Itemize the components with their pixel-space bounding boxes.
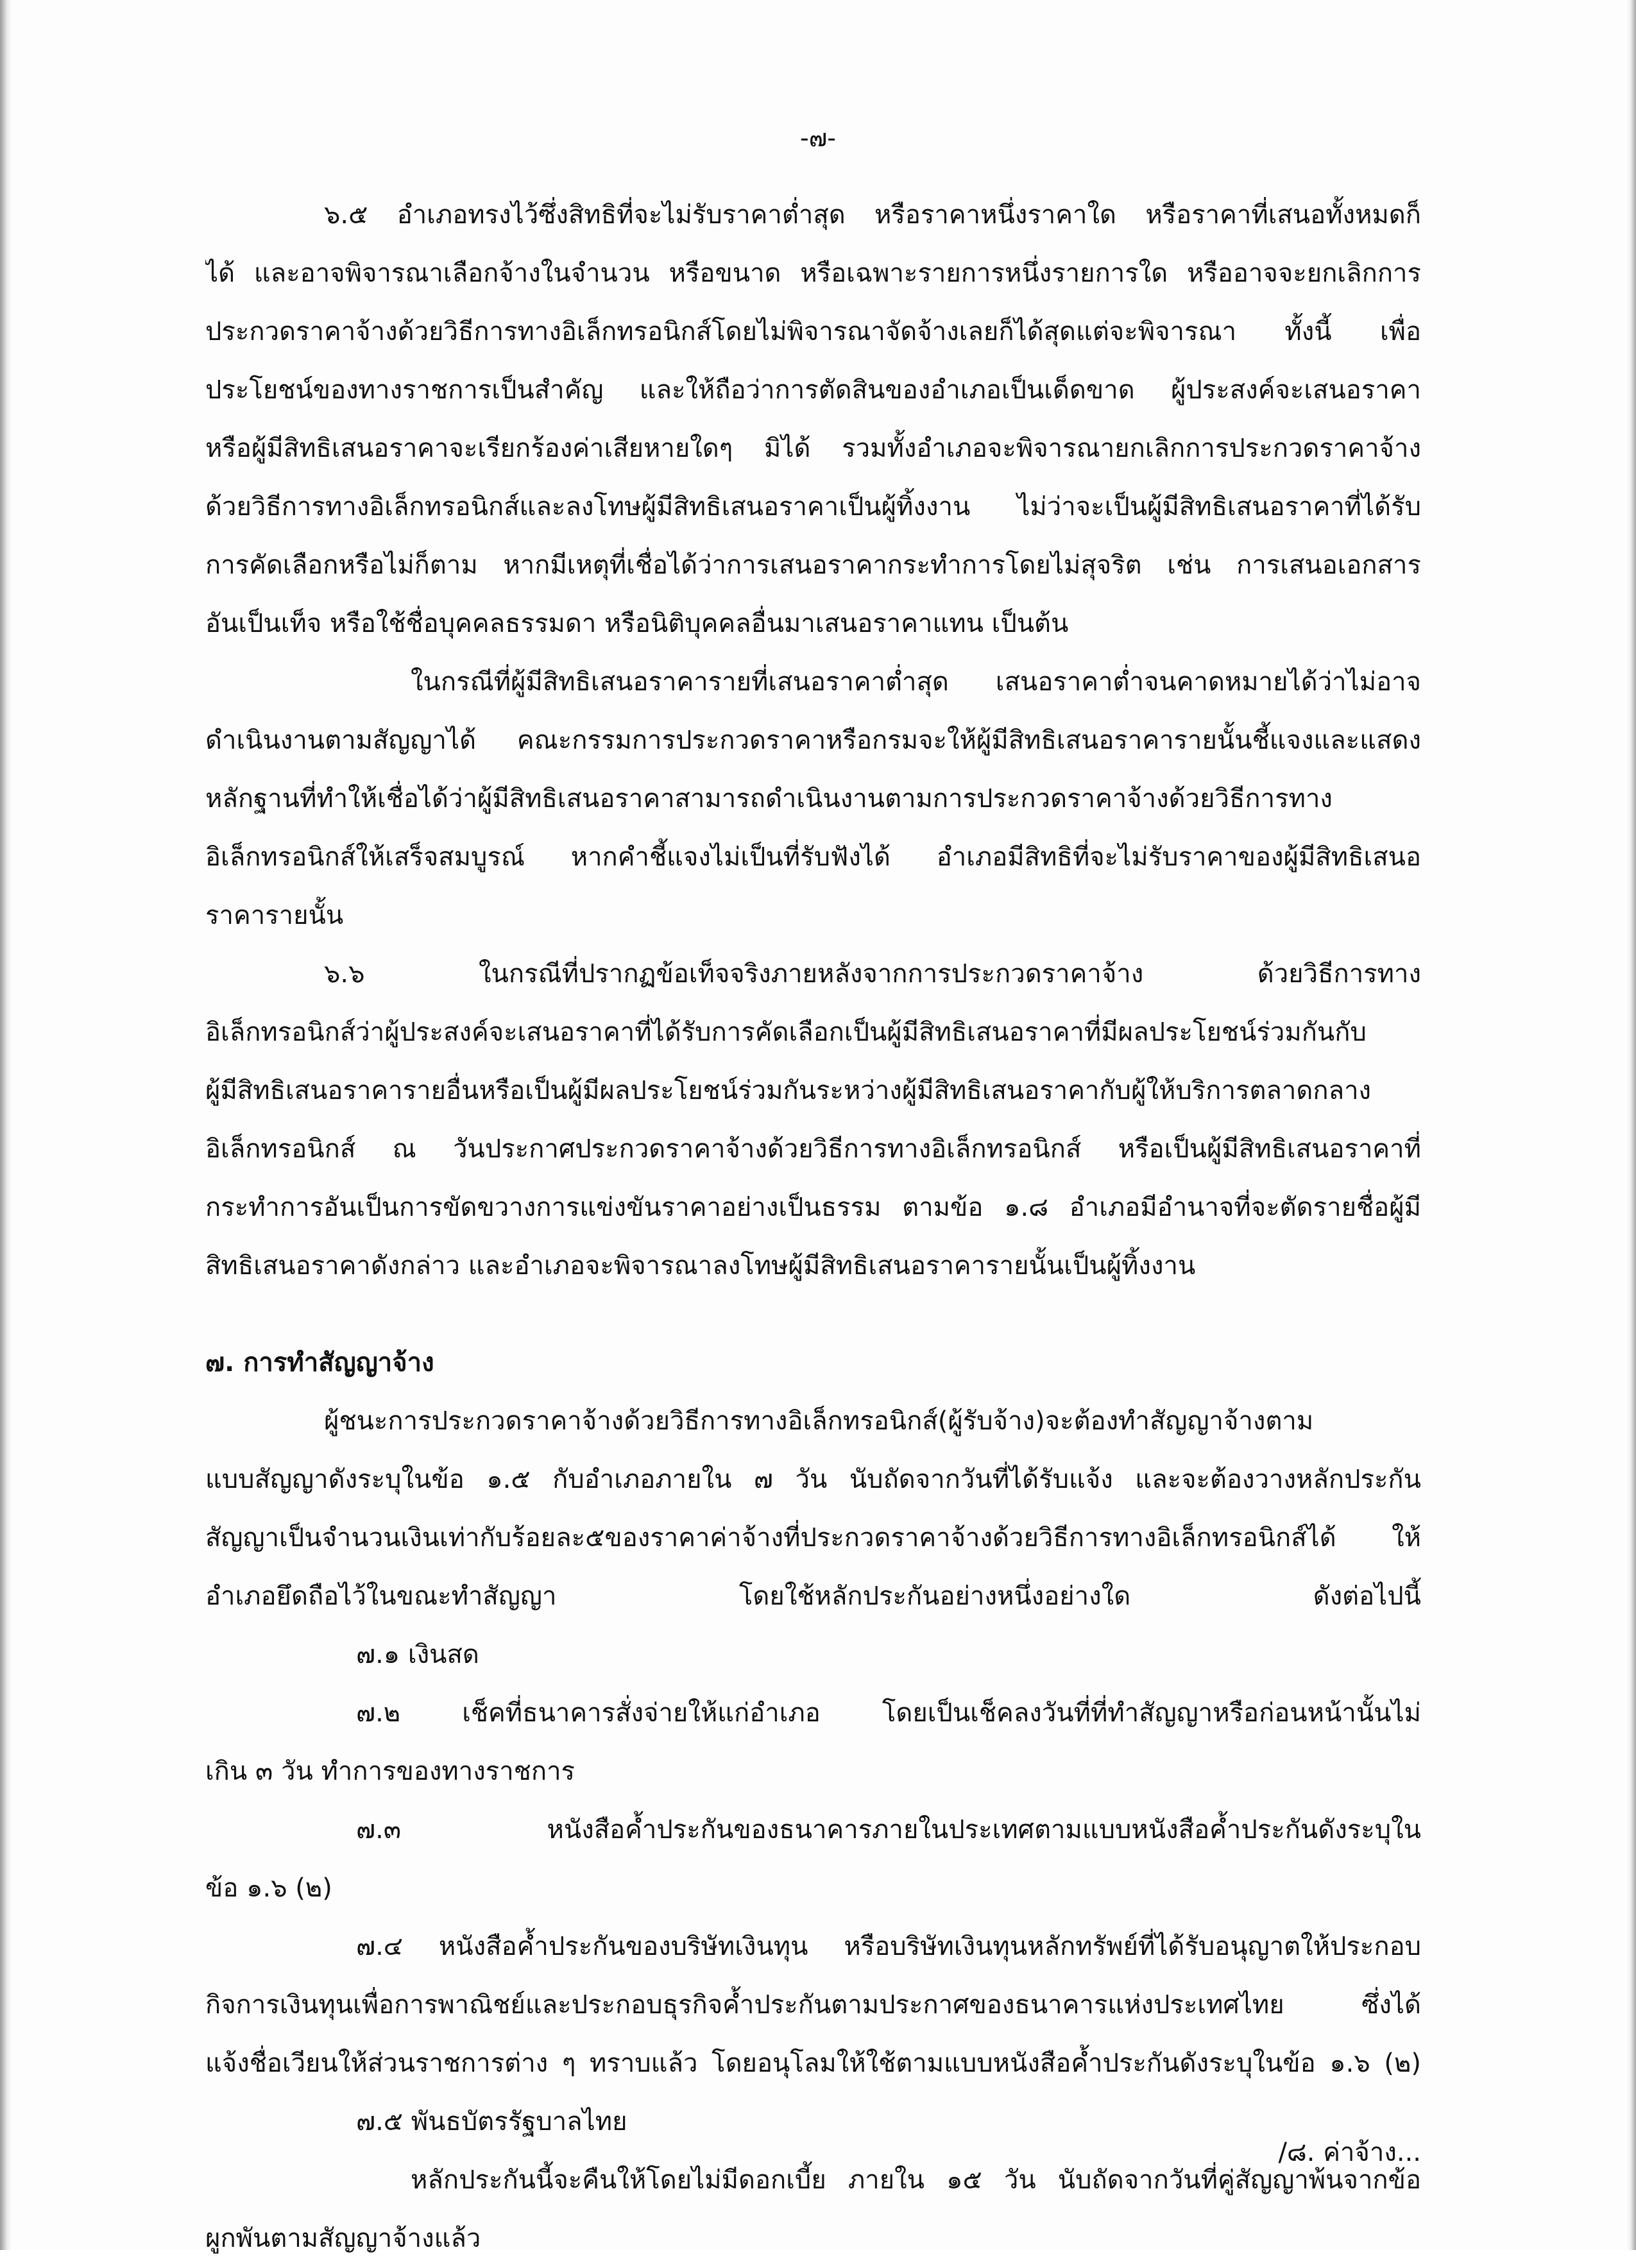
page-number: -๗- <box>800 124 836 152</box>
paragraph-line: อิเล็กทรอนิกส์ว่าผู้ประสงค์จะเสนอราคาที่ได้รับการคัดเลือกเป็นผู้มีสิทธิเสนอราคาที่มีผลประโยชน์ร่วมกันกับ <box>205 1018 1367 1047</box>
list-item: ๗.๒ เช็คที่ธนาคารสั่งจ่ายให้แก่อำเภอ โดยเป็นเช็คลงวันที่ที่ทำสัญญาหรือก่อนหน้านั้นไม่ <box>356 1698 1421 1728</box>
paragraph-line: ผูกพันตามสัญญาจ้างแล้ว <box>205 2224 481 2253</box>
document-body <box>205 186 1421 2268</box>
paragraph-line: อิเล็กทรอนิกส์ ณ วันประกาศประกวดราคาจ้างด้วยวิธีการทางอิเล็กทรอนิกส์ หรือเป็นผู้มีสิทธิเสนอราคาที่ <box>205 1134 1421 1164</box>
paragraph-line: ผู้มีสิทธิเสนอราคารายอื่นหรือเป็นผู้มีผลประโยชน์ร่วมกันระหว่างผู้มีสิทธิเสนอราคากับผู้ให้บริการตลาดกลาง <box>205 1076 1372 1105</box>
section-gap <box>205 1295 1421 1334</box>
scan-edge-right <box>1627 0 1636 2250</box>
list-item: ๗.๑ เงินสด <box>356 1640 479 1669</box>
paragraph-line: ผู้ชนะการประกวดราคาจ้างด้วยวิธีการทางอิเล็กทรอนิกส์(ผู้รับจ้าง)จะต้องทำสัญญาจ้างตาม <box>324 1406 1314 1436</box>
paragraph-line: สิทธิเสนอราคาดังกล่าว และอำเภอจะพิจารณาลงโทษผู้มีสิทธิเสนอราคารายนั้นเป็นผู้ทิ้งงาน <box>205 1251 1196 1281</box>
paragraph-line: เกิน ๓ วัน ทำการของทางราชการ <box>205 1757 575 1786</box>
paragraph-line: สัญญาเป็นจำนวนเงินเท่ากับร้อยละ๕ของราคาค่าจ้างที่ประกวดราคาจ้างด้วยวิธีการทางอิเล็กทรอนิกส์ได้ ให้ <box>205 1523 1421 1553</box>
paragraph-line: ประโยชน์ของทางราชการเป็นสำคัญ และให้ถือว่าการตัดสินของอำเภอเป็นเด็ดขาด ผู้ประสงค์จะเสนอราคา <box>205 375 1421 405</box>
paragraph-line: แจ้งชื่อเวียนให้ส่วนราชการต่าง ๆ ทราบแล้ว โดยอนุโลมให้ใช้ตามแบบหนังสือค้ำประกันดังระบุในข้อ ๑.๖ (๒) <box>205 2049 1421 2078</box>
paragraph-line: อำเภอยึดถือไว้ในขณะทำสัญญา โดยใช้หลักประกันอย่างหนึ่งอย่างใด ดังต่อไปนี้ <box>205 1582 1421 1611</box>
list-item: ๗.๕ พันธบัตรรัฐบาลไทย <box>356 2107 627 2136</box>
section-heading: ๗. การทำสัญญาจ้าง <box>205 1348 434 1377</box>
list-item: ๗.๔ หนังสือค้ำประกันของบริษัทเงินทุน หรือบริษัทเงินทุนหลักทรัพย์ที่ได้รับอนุญาตให้ประกอบ <box>356 1932 1421 1961</box>
paragraph-line: อิเล็กทรอนิกส์ให้เสร็จสมบูรณ์ หากคำชี้แจงไม่เป็นที่รับฟังได้ อำเภอมีสิทธิที่จะไม่รับราคาของผู้มีสิทธิเสนอ <box>205 842 1421 872</box>
paragraph-line: ด้วยวิธีการทางอิเล็กทรอนิกส์และลงโทษผู้มีสิทธิเสนอราคาเป็นผู้ทิ้งงาน ไม่ว่าจะเป็นผู้มีสิทธิเสนอราคาที่ได้รับ <box>205 492 1421 522</box>
paragraph-line: แบบสัญญาดังระบุในข้อ ๑.๕ กับอำเภอภายใน ๗ วัน นับถัดจากวันที่ได้รับแจ้ง และจะต้องวางหลักประกัน <box>205 1465 1421 1494</box>
paragraph-line: ราคารายนั้น <box>205 901 344 930</box>
list-item: ๗.๓ หนังสือค้ำประกันของธนาคารภายในประเทศตามแบบหนังสือค้ำประกันดังระบุใน <box>356 1815 1421 1845</box>
paragraph-line: ข้อ ๑.๖ (๒) <box>205 1873 332 1903</box>
paragraph-line: อันเป็นเท็จ หรือใช้ชื่อบุคคลธรรมดา หรือนิติบุคคลอื่นมาเสนอราคาแทน เป็นต้น <box>205 609 1069 638</box>
continuation-reference: /๘. ค่าจ้าง... <box>1278 2138 1421 2167</box>
paragraph-line: ในกรณีที่ผู้มีสิทธิเสนอราคารายที่เสนอราคาต่ำสุด เสนอราคาต่ำจนคาดหมายได้ว่าไม่อาจ <box>411 667 1421 697</box>
paragraph-line: หลักประกันนี้จะคืนให้โดยไม่มีดอกเบี้ย ภายใน ๑๕ วัน นับถัดจากวันที่คู่สัญญาพ้นจากข้อ <box>411 2165 1421 2195</box>
paragraph-line: กิจการเงินทุนเพื่อการพาณิชย์และประกอบธุรกิจค้ำประกันตามประกาศของธนาคารแห่งประเทศไทย ซึ่งได้ <box>205 1990 1421 2020</box>
paragraph-line: ได้ และอาจพิจารณาเลือกจ้างในจำนวน หรือขนาด หรือเฉพาะรายการหนึ่งรายการใด หรืออาจจะยกเลิกการ <box>205 259 1421 288</box>
paragraph-line: กระทำการอันเป็นการขัดขวางการแข่งขันราคาอย่างเป็นธรรม ตามข้อ ๑.๘ อำเภอมีอำนาจที่จะตัดรายชื่อผู้มี <box>205 1193 1421 1222</box>
paragraph-line: การคัดเลือกหรือไม่ก็ตาม หากมีเหตุที่เชื่อได้ว่าการเสนอราคากระทำการโดยไม่สุจริต เช่น การเสนอเอกสาร <box>205 550 1421 580</box>
paragraph-line: หลักฐานที่ทำให้เชื่อได้ว่าผู้มีสิทธิเสนอราคาสามารถดำเนินงานตามการประกวดราคาจ้างด้วยวิธีการทาง <box>205 784 1333 814</box>
paragraph-line: ดำเนินงานตามสัญญาได้ คณะกรรมการประกวดราคาหรือกรมจะให้ผู้มีสิทธิเสนอราคารายนั้นชี้แจงและแสดง <box>205 726 1421 755</box>
paragraph-line: ๖.๕ อำเภอทรงไว้ซึ่งสิทธิที่จะไม่รับราคาต่ำสุด หรือราคาหนึ่งราคาใด หรือราคาที่เสนอทั้งหมดก็ <box>324 200 1421 230</box>
paragraph-line: ประกวดราคาจ้างด้วยวิธีการทางอิเล็กทรอนิกส์โดยไม่พิจารณาจัดจ้างเลยก็ได้สุดแต่จะพิจารณา ทั้งนี้ เพื่อ <box>205 317 1421 346</box>
paragraph-line: หรือผู้มีสิทธิเสนอราคาจะเรียกร้องค่าเสียหายใดๆ มิได้ รวมทั้งอำเภอจะพิจารณายกเลิกการประกวดราคาจ้าง <box>205 434 1421 463</box>
paragraph-line: ๖.๖ ในกรณีที่ปรากฏข้อเท็จจริงภายหลังจากการประกวดราคาจ้าง ด้วยวิธีการทาง <box>324 959 1421 989</box>
scan-edge-left <box>0 0 12 2250</box>
